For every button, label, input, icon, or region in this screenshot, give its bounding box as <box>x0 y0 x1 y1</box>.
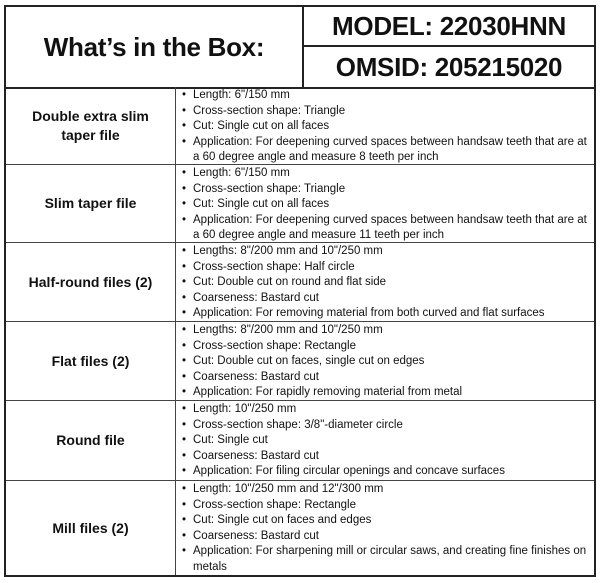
table-row <box>6 481 594 575</box>
spec-item: • Length: 6"/150 mm <box>176 88 594 104</box>
spec-item: • Application: For deepening curved spaces between handsaw teeth that are at a 60 degree angle and measure 8 teeth per inch <box>176 135 594 166</box>
item-name: Half-round files (2) <box>6 243 176 321</box>
spec-list <box>176 243 594 321</box>
item-name: Slim taper file <box>6 165 176 242</box>
header <box>6 7 594 89</box>
spec-list <box>176 87 594 164</box>
item-name: Mill files (2) <box>6 481 176 575</box>
spec-item: • Cross-section shape: Triangle <box>176 182 594 198</box>
spec-item: • Application: For removing material from both curved and flat surfaces <box>176 306 594 322</box>
spec-list <box>176 401 594 480</box>
spec-item: • Cut: Single cut on all faces <box>176 119 594 135</box>
spec-list <box>176 165 594 242</box>
spec-item: • Cut: Double cut on faces, single cut on edges <box>176 354 594 370</box>
table-row <box>6 165 594 243</box>
spec-item: • Application: For rapidly removing material from metal <box>176 385 594 401</box>
table-row <box>6 322 594 401</box>
spec-item: • Application: For filing circular openings and concave surfaces <box>176 464 594 480</box>
spec-item: • Cross-section shape: 3/8"-diameter circle <box>176 418 594 434</box>
item-name: Round file <box>6 401 176 480</box>
spec-item: • Length: 10"/250 mm and 12"/300 mm <box>176 482 594 498</box>
spec-sheet <box>4 5 596 577</box>
omsid-number: OMSID: 205215020 <box>335 51 563 82</box>
spec-item: • Application: For deepening curved spaces between handsaw teeth that are at a 60 degree angle and measure 11 teeth per inch <box>176 213 594 244</box>
spec-item: • Coarseness: Bastard cut <box>176 529 594 545</box>
spec-item: • Cut: Single cut on all faces <box>176 197 594 213</box>
spec-item: • Cross-section shape: Half circle <box>176 260 594 276</box>
box-title: What’s in the Box: <box>6 7 304 87</box>
spec-item: • Coarseness: Bastard cut <box>176 370 594 386</box>
spec-item: • Application: For sharpening mill or circular saws, and creating fine finishes on metals <box>176 544 594 575</box>
spec-item: • Length: 6"/150 mm <box>176 166 594 182</box>
spec-item: • Lengths: 8"/200 mm and 10"/250 mm <box>176 323 594 339</box>
spec-item: • Coarseness: Bastard cut <box>176 291 594 307</box>
spec-item: • Cut: Single cut <box>176 433 594 449</box>
table-row <box>6 401 594 481</box>
spec-item: • Cross-section shape: Rectangle <box>176 339 594 355</box>
spec-item: • Length: 10"/250 mm <box>176 402 594 418</box>
spec-item: • Coarseness: Bastard cut <box>176 449 594 465</box>
model-number: MODEL: 22030HNN <box>304 7 594 47</box>
spec-item: • Cut: Double cut on round and flat side <box>176 275 594 291</box>
spec-item: • Cross-section shape: Rectangle <box>176 498 594 514</box>
contents-table <box>6 87 594 575</box>
spec-item: • Cut: Single cut on faces and edges <box>176 513 594 529</box>
spec-item: • Lengths: 8"/200 mm and 10"/250 mm <box>176 244 594 260</box>
spec-list <box>176 481 594 575</box>
item-name: Double extra slim taper file <box>6 87 176 164</box>
item-name: Flat files (2) <box>6 322 176 400</box>
spec-list <box>176 322 594 400</box>
spec-item: • Cross-section shape: Triangle <box>176 104 594 120</box>
table-row <box>6 243 594 322</box>
table-row <box>6 87 594 165</box>
